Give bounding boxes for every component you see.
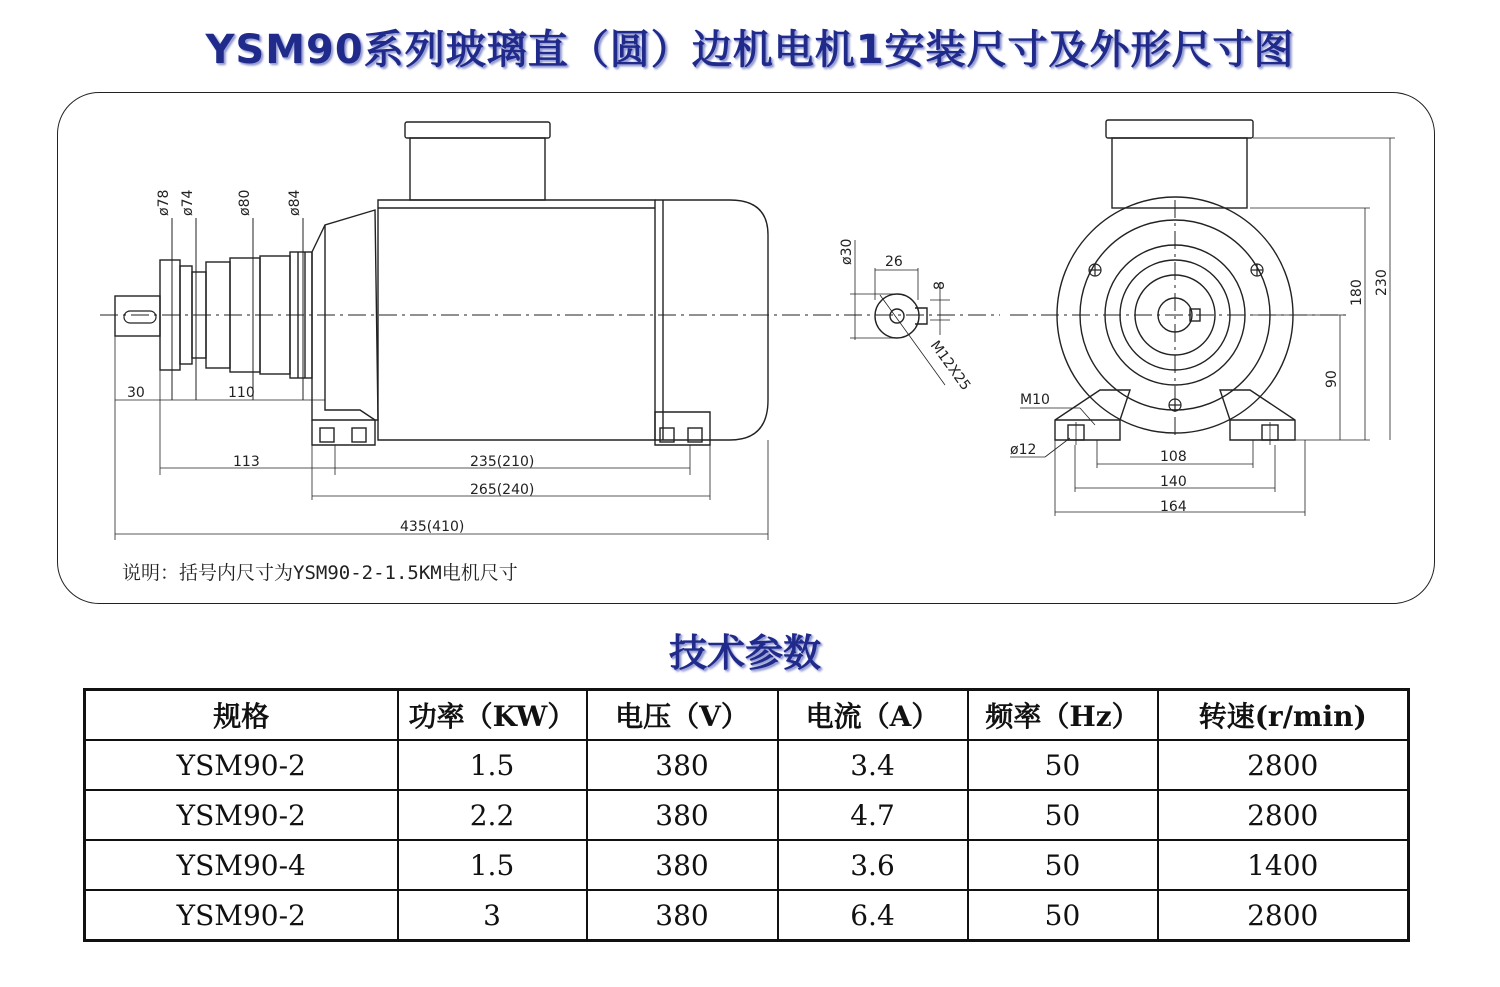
cell-voltage: 380 — [587, 840, 778, 890]
cell-voltage: 380 — [587, 790, 778, 840]
cell-power: 1.5 — [398, 740, 587, 790]
cell-frequency: 50 — [968, 740, 1158, 790]
dim-230: 230 — [1374, 269, 1390, 296]
cell-speed: 2800 — [1158, 790, 1409, 840]
dim-phi80: ø80 — [237, 189, 253, 216]
dim-435: 435(410) — [400, 519, 465, 535]
table-row — [85, 890, 1409, 941]
header-voltage: 电压（V） — [587, 690, 778, 741]
header-speed: 转速(r/min) — [1158, 690, 1409, 741]
shaft-thread-label: M12X25 — [926, 337, 974, 394]
table-header-row — [85, 690, 1409, 741]
side-view — [100, 122, 1000, 540]
cell-power: 3 — [398, 890, 587, 941]
cell-current: 6.4 — [778, 890, 968, 941]
cell-current: 3.6 — [778, 840, 968, 890]
dim-90: 90 — [1324, 370, 1340, 388]
dim-108: 108 — [1160, 449, 1187, 465]
cell-model: YSM90-2 — [85, 740, 398, 790]
shaft-key-label: 8 — [932, 281, 948, 290]
dim-30: 30 — [127, 385, 145, 401]
cell-voltage: 380 — [587, 740, 778, 790]
dim-phi74: ø74 — [180, 189, 196, 216]
spec-table — [83, 688, 1410, 942]
dim-164: 164 — [1160, 499, 1187, 515]
shaft-dia-label: ø30 — [839, 238, 855, 265]
shaft-width-label: 26 — [885, 254, 903, 270]
dim-110: 110 — [228, 385, 255, 401]
cell-speed: 2800 — [1158, 890, 1409, 941]
spec-title: 技术参数 — [668, 631, 821, 675]
page-title: YSM90系列玻璃直（圆）边机电机1安装尺寸及外形尺寸图 — [205, 27, 1295, 73]
drawing-note: 说明：括号内尺寸为YSM90-2-1.5KM电机尺寸 — [122, 562, 518, 584]
dim-180: 180 — [1349, 279, 1365, 306]
dim-phi84: ø84 — [287, 189, 303, 216]
dim-235: 235(210) — [470, 454, 535, 470]
cell-model: YSM90-2 — [85, 790, 398, 840]
cell-current: 3.4 — [778, 740, 968, 790]
dim-113: 113 — [233, 454, 260, 470]
cell-frequency: 50 — [968, 890, 1158, 941]
hole-phi12-label: ø12 — [1010, 442, 1037, 458]
dim-265: 265(240) — [470, 482, 535, 498]
header-frequency: 频率（Hz） — [968, 690, 1158, 741]
cell-model: YSM90-2 — [85, 890, 398, 941]
dim-140: 140 — [1160, 474, 1187, 490]
cell-voltage: 380 — [587, 890, 778, 941]
cell-speed: 2800 — [1158, 740, 1409, 790]
table-row — [85, 790, 1409, 840]
bolt-m10-label: M10 — [1020, 392, 1050, 408]
cell-frequency: 50 — [968, 840, 1158, 890]
cell-model: YSM90-4 — [85, 840, 398, 890]
cell-frequency: 50 — [968, 790, 1158, 840]
dim-phi78: ø78 — [156, 189, 172, 216]
cell-power: 2.2 — [398, 790, 587, 840]
end-view — [1010, 120, 1395, 516]
cell-current: 4.7 — [778, 790, 968, 840]
cell-power: 1.5 — [398, 840, 587, 890]
table-row — [85, 740, 1409, 790]
cell-speed: 1400 — [1158, 840, 1409, 890]
table-row — [85, 840, 1409, 890]
header-power: 功率（KW） — [398, 690, 587, 741]
header-current: 电流（A） — [778, 690, 968, 741]
header-model: 规格 — [85, 690, 398, 741]
